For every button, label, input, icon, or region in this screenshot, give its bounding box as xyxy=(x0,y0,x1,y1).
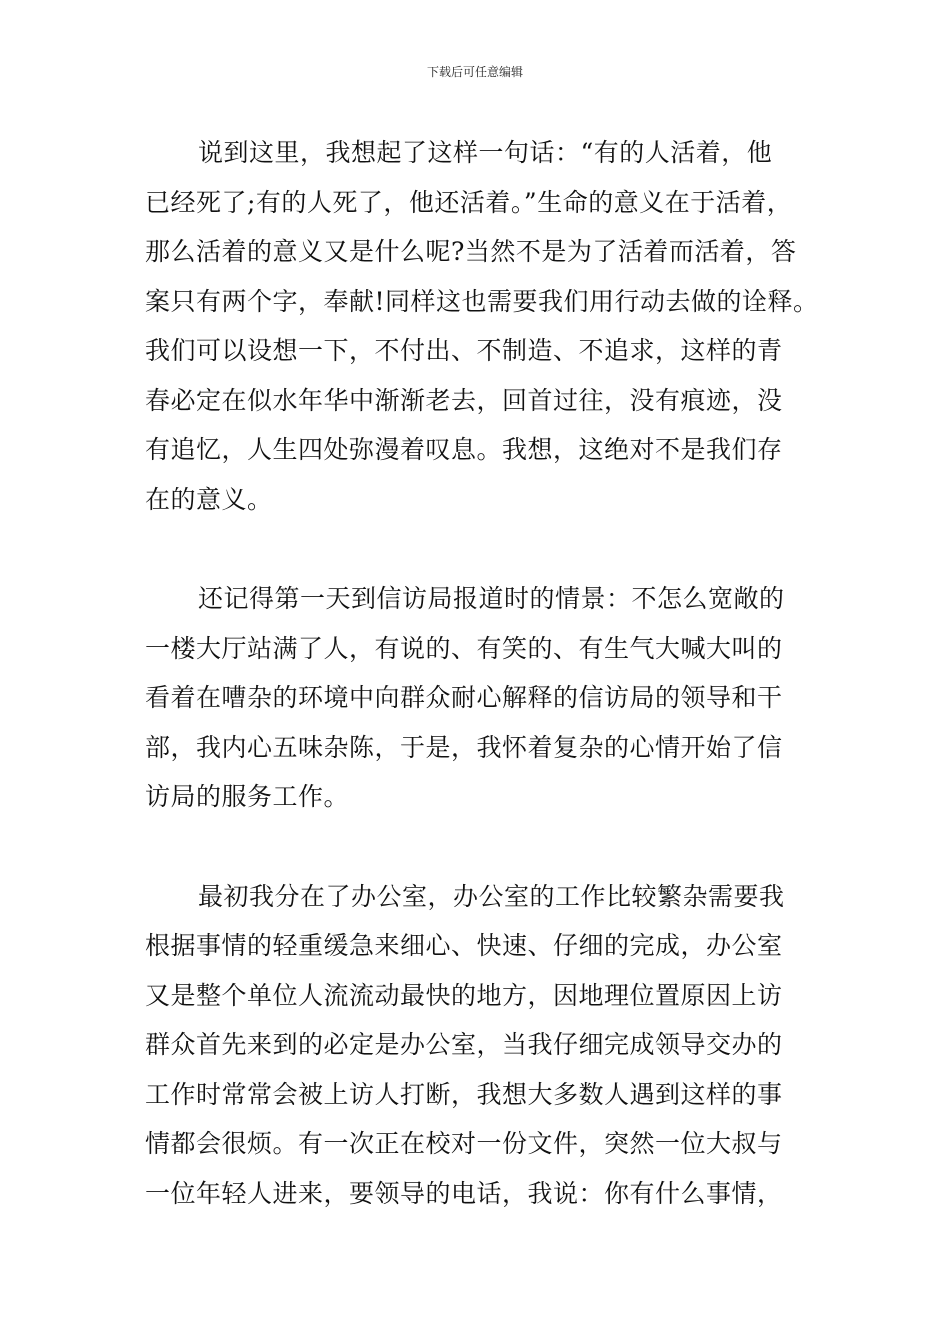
text-line: 案只有两个字，奉献!同样这也需要我们用行动去做的诠释。 xyxy=(145,286,819,316)
text-line: 情都会很烦。有一次正在校对一份文件，突然一位大叔与 xyxy=(145,1129,783,1158)
text-line: 在的意义。 xyxy=(145,484,273,514)
text-line: 看着在嘈杂的环境中向群众耐心解释的信访局的领导和干 xyxy=(145,683,783,712)
page-header: 下载后可任意编辑 xyxy=(426,65,523,79)
paragraph-3 xyxy=(145,872,810,1219)
text-line: 我们可以设想一下，不付出、不制造、不追求，这样的青 xyxy=(145,336,783,365)
text-line: 部，我内心五味杂陈，于是，我怀着复杂的心情开始了信 xyxy=(145,732,783,762)
text-line: 又是整个单位人流流动最快的地方，因地理位置原因上访 xyxy=(145,980,783,1010)
text-line: 已经死了;有的人死了，他还活着。”生命的意义在于活着， xyxy=(145,187,793,217)
text-line: 根据事情的轻重缓急来细心、快速、仔细的完成，办公室 xyxy=(145,931,783,960)
text-line: 春必定在似水年华中渐渐老去，回首过往，没有痕迹，没 xyxy=(145,385,783,415)
text-line: 最初我分在了办公室，办公室的工作比较繁杂需要我 xyxy=(198,881,785,911)
text-line: 访局的服务工作。 xyxy=(145,782,350,811)
text-line: 说到这里，我想起了这样一句话：“有的人活着，他 xyxy=(198,138,773,167)
paragraph-2 xyxy=(145,574,810,822)
text-line: 一位年轻人进来，要领导的电话，我说：你有什么事情， xyxy=(145,1178,783,1208)
text-line: 还记得第一天到信访局报道时的情景：不怎么宽敞的 xyxy=(198,584,785,613)
text-line: 有追忆，人生四处弥漫着叹息。我想，这绝对不是我们存 xyxy=(145,435,783,464)
text-line: 群众首先来到的必定是办公室，当我仔细完成领导交办的 xyxy=(145,1030,783,1059)
document-body xyxy=(145,128,819,1268)
text-line: 一楼大厅站满了人，有说的、有笑的、有生气大喊大叫的 xyxy=(145,633,783,663)
text-line: 工作时常常会被上访人打断，我想大多数人遇到这样的事 xyxy=(145,1079,783,1109)
text-line: 那么活着的意义又是什么呢?当然不是为了活着而活着，答 xyxy=(145,237,797,266)
paragraph-1 xyxy=(145,128,819,524)
